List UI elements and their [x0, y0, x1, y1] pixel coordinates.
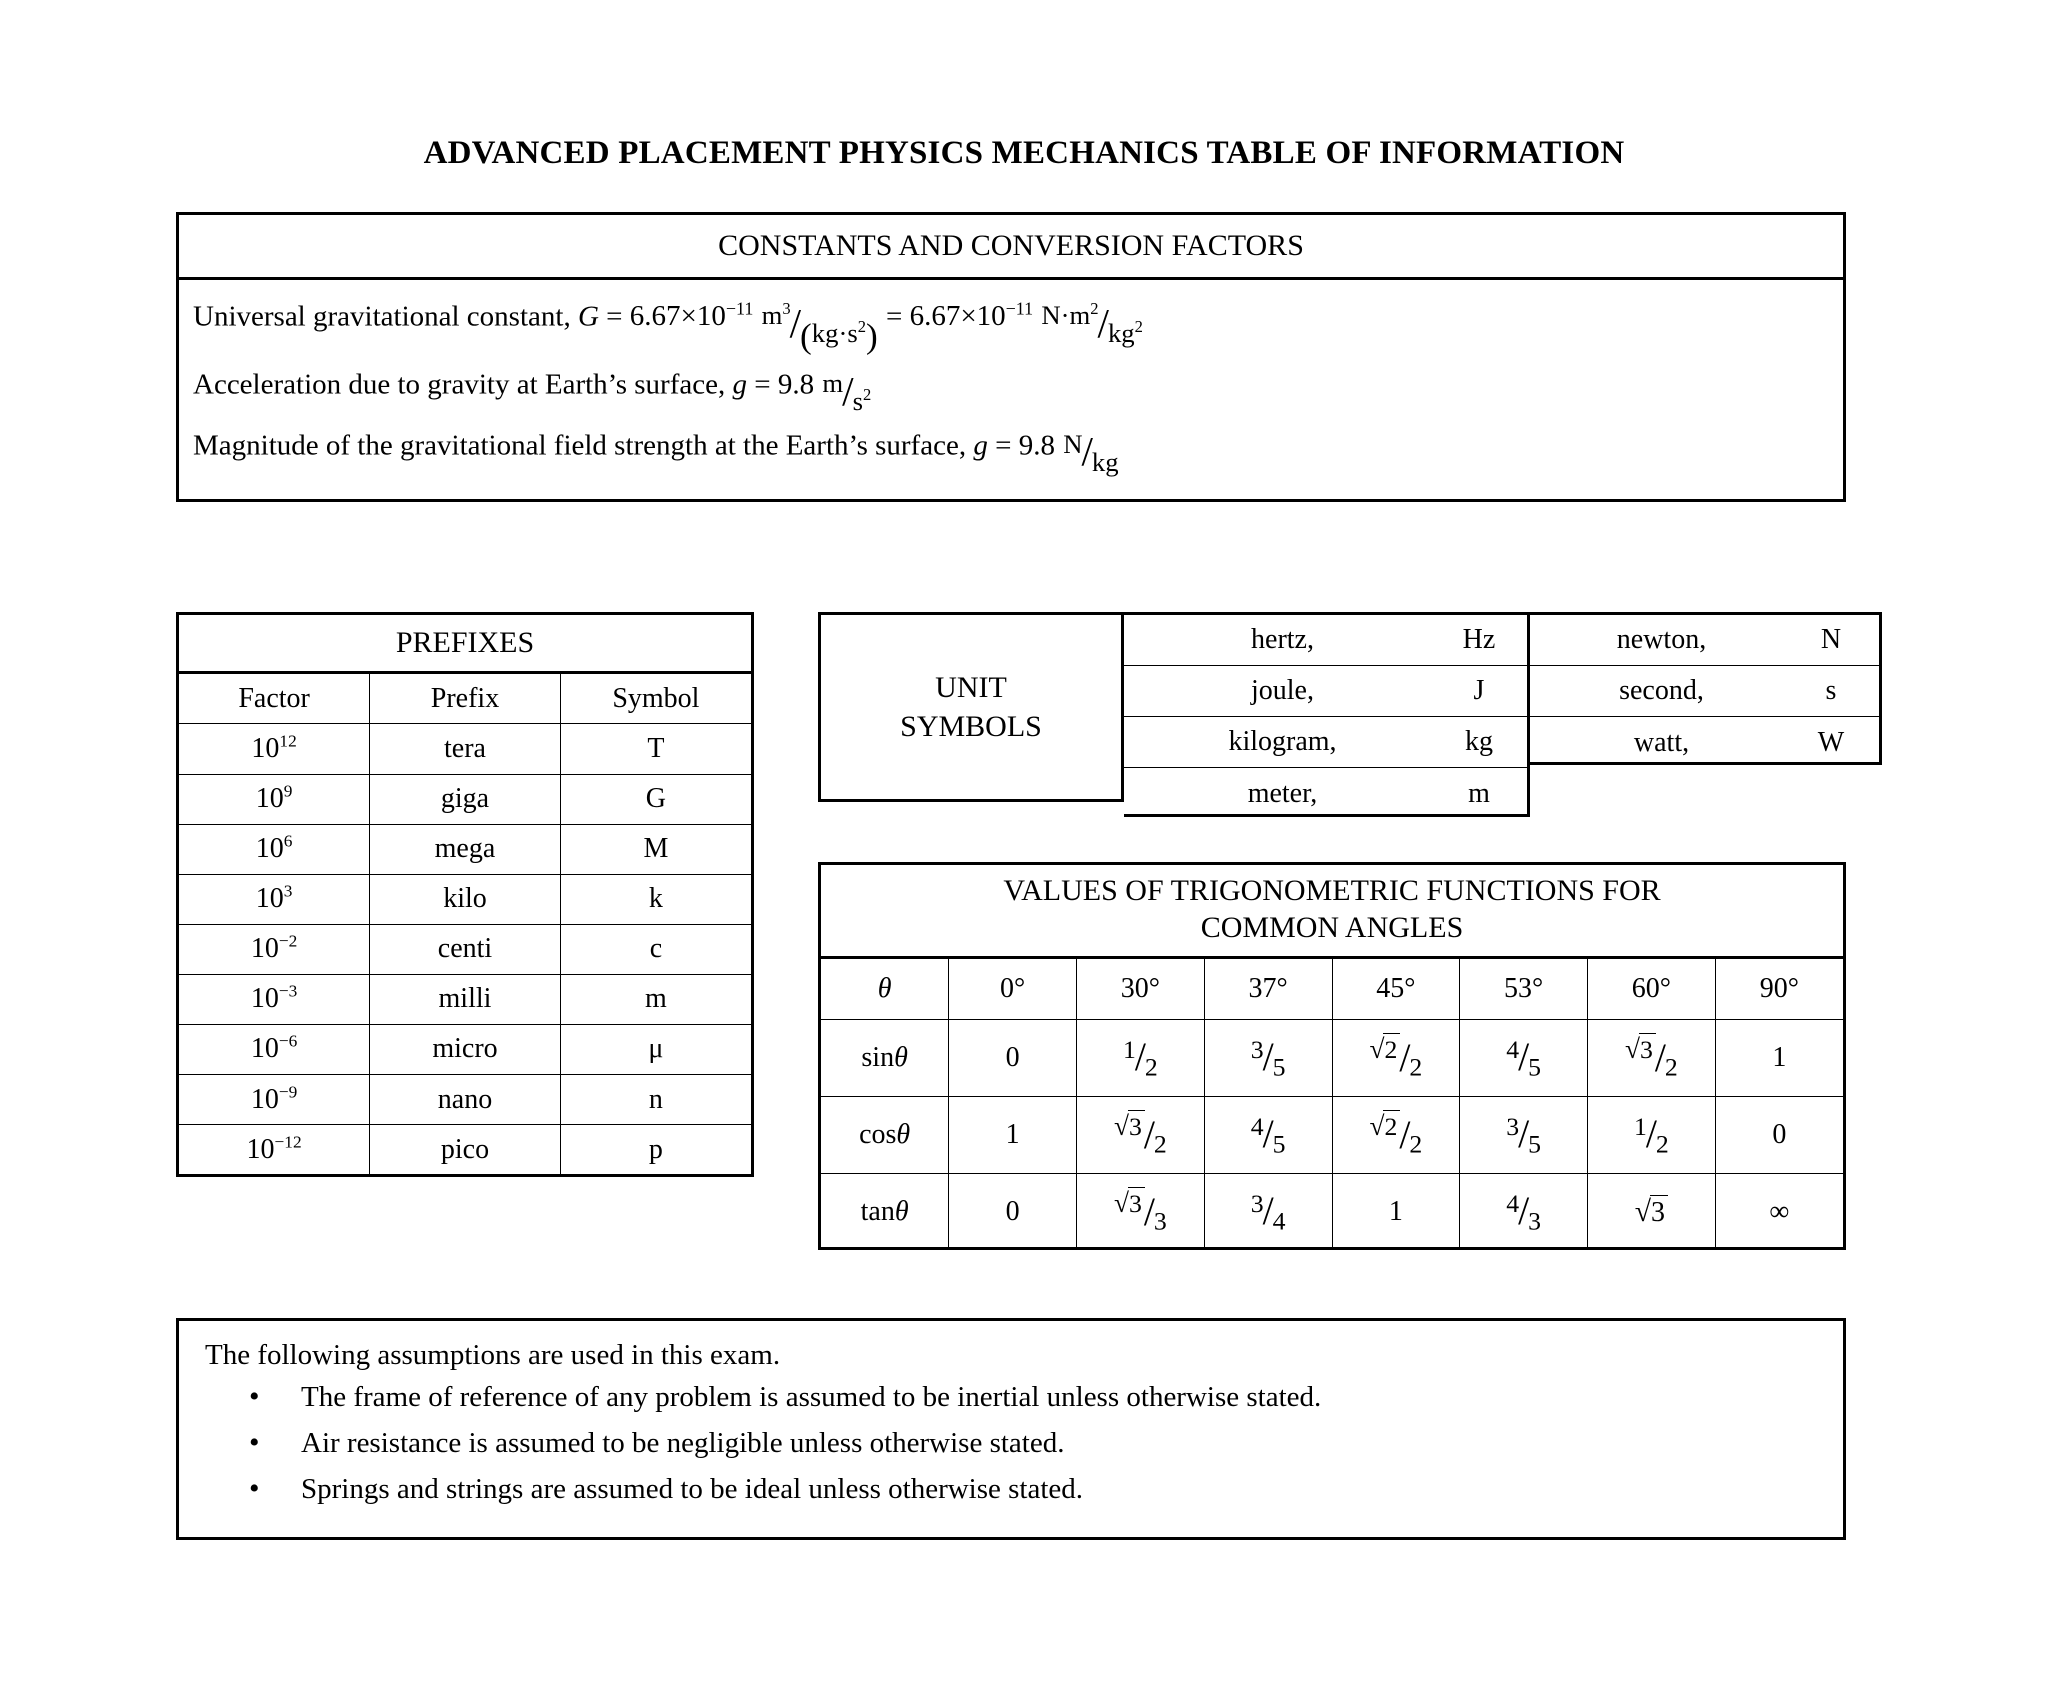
trig-row-sin	[821, 1020, 1843, 1097]
page-title: ADVANCED PLACEMENT PHYSICS MECHANICS TABLE OF INFORMATION	[423, 135, 1625, 171]
prefixes-table	[179, 615, 751, 1174]
prefix-factor: $10^9$	[179, 774, 370, 824]
trig-function-label: cosθ	[821, 1097, 949, 1174]
trig-value: √2/2	[1332, 1020, 1460, 1097]
trig-value: 1/2	[1077, 1020, 1205, 1097]
prefix-name: tera	[370, 724, 561, 774]
trig-value: 4/3	[1460, 1174, 1588, 1251]
constants-body	[179, 280, 1843, 476]
trig-title	[821, 865, 1843, 959]
assumptions-box	[176, 1318, 1846, 1540]
table-row	[179, 1125, 751, 1174]
prefixes-col-symbol: Symbol	[560, 673, 751, 724]
constant-symbol: g	[732, 368, 747, 401]
trig-angle: 30°	[1077, 959, 1205, 1020]
unit-symbols-column-right	[1530, 612, 1882, 765]
trig-value: 0	[949, 1020, 1077, 1097]
prefix-symbol: k	[560, 874, 751, 924]
trig-table	[821, 959, 1843, 1250]
unit-symbols-section	[818, 612, 1846, 817]
prefix-factor: $10^{-3}$	[179, 974, 370, 1024]
constant-value: 9.8	[777, 368, 815, 401]
unit-symbol: s	[1825, 675, 1837, 706]
table-row	[179, 824, 751, 874]
trig-value: √3/3	[1077, 1174, 1205, 1251]
prefix-symbol: M	[560, 824, 751, 874]
prefix-name: kilo	[370, 874, 561, 924]
table-row	[179, 724, 751, 774]
constants-header: CONSTANTS AND CONVERSION FACTORS	[179, 215, 1843, 280]
constant-symbol: g	[973, 429, 988, 462]
prefix-symbol: c	[560, 924, 751, 974]
unit-name: joule,	[1251, 675, 1314, 706]
list-item: • Air resistance is assumed to be negligible unless otherwise stated.	[179, 1428, 1843, 1460]
prefix-factor: $10^{-9}$	[179, 1074, 370, 1124]
trig-value: 1	[1715, 1020, 1843, 1097]
trig-value: √3	[1588, 1174, 1716, 1251]
prefix-factor: $10^6$	[179, 824, 370, 874]
table-row	[179, 774, 751, 824]
trig-title-line1: VALUES OF TRIGONOMETRIC FUNCTIONS FOR	[1003, 874, 1661, 907]
unit-symbols-label-line2: SYMBOLS	[900, 710, 1042, 743]
unit-symbols-column-left	[1124, 612, 1530, 817]
table-row	[179, 924, 751, 974]
equals-sign: =	[995, 429, 1012, 462]
unit-name: second,	[1619, 675, 1704, 706]
trig-value: 1	[1332, 1174, 1460, 1251]
trig-angle: 90°	[1715, 959, 1843, 1020]
trig-value: √3/2	[1588, 1020, 1716, 1097]
unit-symbol: Hz	[1462, 624, 1496, 655]
table-row	[179, 1024, 751, 1074]
constant-value: 9.8	[1018, 429, 1055, 462]
constant-value-b: $6.67\times 10^{-11}$	[909, 298, 1034, 333]
unit-symbol: J	[1473, 675, 1485, 706]
trig-value: 0	[1715, 1097, 1843, 1174]
prefixes-table-box	[176, 612, 754, 1177]
unit-name: meter,	[1247, 777, 1318, 809]
constant-label: Magnitude of the gravitational field strength at the Earth’s surface,	[193, 429, 967, 462]
trig-angle: 60°	[1588, 959, 1716, 1020]
unit-row	[1124, 615, 1527, 666]
trig-title-line2: COMMON ANGLES	[1200, 910, 1464, 944]
prefixes-header-row	[179, 673, 751, 724]
trig-value: 4/5	[1460, 1020, 1588, 1097]
prefixes-title: PREFIXES	[179, 615, 751, 673]
unit-symbol: kg	[1465, 726, 1493, 757]
unit-row	[1124, 717, 1527, 768]
trig-value: 1/2	[1588, 1097, 1716, 1174]
constant-value: $6.67\times 10^{-11}$	[629, 298, 754, 333]
trig-value: 3/5	[1460, 1097, 1588, 1174]
unit-row	[1124, 666, 1527, 717]
trig-value: 4/5	[1204, 1097, 1332, 1174]
constant-line-gravitational-constant	[193, 298, 1843, 356]
trig-value: 3/5	[1204, 1020, 1332, 1097]
trigonometric-values-box	[818, 862, 1846, 1250]
unit-symbol: W	[1817, 726, 1845, 758]
trig-value: 0	[949, 1174, 1077, 1251]
unit-row	[1124, 768, 1527, 819]
table-row	[179, 874, 751, 924]
trig-row-tan	[821, 1174, 1843, 1251]
constants-and-conversion-factors-box	[176, 212, 1846, 502]
unit-name: kilogram,	[1228, 726, 1337, 757]
unit-symbols-label	[818, 612, 1124, 802]
constant-unit-a: N/kg	[1063, 428, 1119, 477]
unit-symbol: N	[1820, 624, 1842, 655]
equals-sign: =	[606, 300, 623, 333]
unit-row	[1530, 666, 1879, 717]
list-item: • The frame of reference of any problem is assumed to be inertial unless otherwise stated.	[179, 1382, 1843, 1414]
trig-value: √3/2	[1077, 1097, 1205, 1174]
prefix-symbol: T	[560, 724, 751, 774]
constant-symbol: G	[577, 300, 599, 333]
assumptions-list	[179, 1372, 1843, 1506]
constant-label: Universal gravitational constant,	[193, 300, 571, 333]
trig-angle-header: θ	[821, 959, 949, 1020]
trig-angle: 37°	[1204, 959, 1332, 1020]
prefix-symbol: μ	[560, 1024, 751, 1074]
unit-row	[1530, 615, 1879, 666]
trig-value: √2/2	[1332, 1097, 1460, 1174]
prefixes-title-row	[179, 615, 751, 673]
unit-name: hertz,	[1251, 624, 1314, 655]
trig-value: 3/4	[1204, 1174, 1332, 1251]
prefix-factor: $10^{-12}$	[179, 1125, 370, 1174]
prefix-name: mega	[370, 824, 561, 874]
equals-sign-2: =	[885, 300, 903, 333]
prefix-symbol: G	[560, 774, 751, 824]
prefix-name: giga	[370, 774, 561, 824]
trig-header-row	[821, 959, 1843, 1020]
prefixes-col-prefix: Prefix	[370, 673, 561, 724]
prefix-name: pico	[370, 1125, 561, 1174]
trig-angle: 45°	[1332, 959, 1460, 1020]
trig-angle: 53°	[1460, 959, 1588, 1020]
constant-label: Acceleration due to gravity at Earth’s surface,	[193, 368, 726, 401]
constant-unit-a: $m^3/(kg\cdot s^2)$	[761, 299, 878, 356]
table-row	[179, 974, 751, 1024]
unit-name: watt,	[1633, 726, 1690, 758]
constant-unit-b: $N\cdot m^2/kg^2$	[1041, 299, 1143, 349]
unit-symbol: m	[1468, 777, 1490, 809]
constant-line-gravitational-field-strength	[193, 428, 1843, 477]
equals-sign: =	[754, 368, 771, 401]
trig-angle: 0°	[949, 959, 1077, 1020]
prefix-symbol: p	[560, 1125, 751, 1174]
constant-line-acceleration-due-to-gravity	[193, 367, 1843, 417]
prefix-name: centi	[370, 924, 561, 974]
prefix-factor: $10^{-6}$	[179, 1024, 370, 1074]
prefix-factor: $10^3$	[179, 874, 370, 924]
trig-value: ∞	[1715, 1174, 1843, 1251]
constant-unit-a: $m/s^2$	[822, 367, 872, 417]
unit-name: newton,	[1616, 624, 1707, 655]
prefixes-col-factor: Factor	[179, 673, 370, 724]
table-row	[179, 1074, 751, 1124]
unit-row	[1530, 717, 1879, 768]
unit-symbols-label-line1: UNIT	[935, 671, 1007, 704]
prefix-name: micro	[370, 1024, 561, 1074]
prefix-symbol: n	[560, 1074, 751, 1124]
list-item: • Springs and strings are assumed to be ideal unless otherwise stated.	[179, 1474, 1843, 1506]
trig-function-label: sinθ	[821, 1020, 949, 1097]
trig-value: 1	[949, 1097, 1077, 1174]
prefix-factor: $10^{-2}$	[179, 924, 370, 974]
assumptions-intro: The following assumptions are used in this exam.	[205, 1339, 781, 1371]
prefix-name: milli	[370, 974, 561, 1024]
prefix-symbol: m	[560, 974, 751, 1024]
prefix-name: nano	[370, 1074, 561, 1124]
prefix-factor: $10^{12}$	[179, 724, 370, 774]
trig-row-cos	[821, 1097, 1843, 1174]
trig-function-label: tanθ	[821, 1174, 949, 1251]
